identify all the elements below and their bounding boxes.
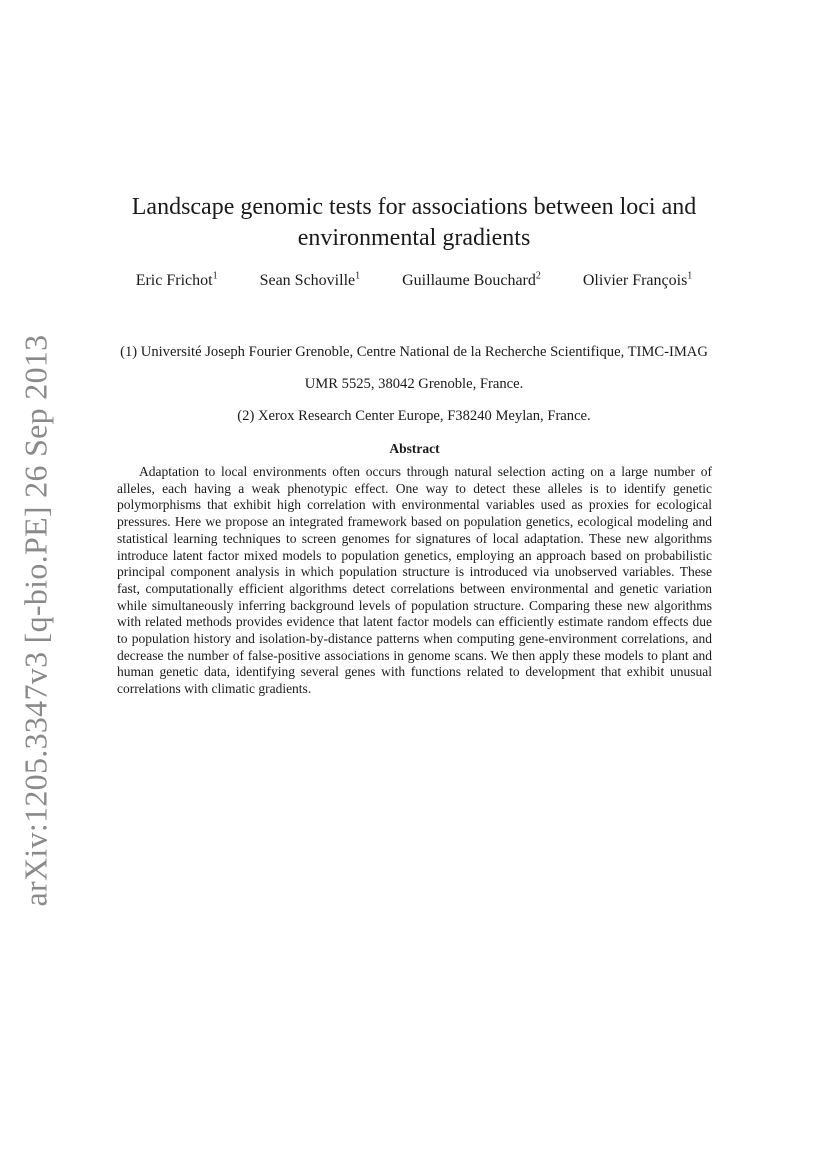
arxiv-identifier-stamp — [12, 334, 60, 906]
affiliation-1-address: UMR 5525, 38042 Grenoble, France. — [304, 376, 524, 392]
paper-title: Landscape genomic tests for associations between loci and environmental gradients — [131, 194, 697, 251]
author — [583, 272, 692, 290]
author-affiliation-mark: 1 — [212, 270, 218, 282]
author — [136, 272, 218, 290]
author-name: Olivier François — [582, 272, 688, 289]
affiliation-2: (2) Xerox Research Center Europe, F38240 Meylan, France. — [237, 408, 591, 424]
author-affiliation-mark: 2 — [535, 270, 541, 282]
author-affiliation-mark: 1 — [355, 270, 361, 282]
author-name: Guillaume Bouchard — [402, 272, 536, 289]
abstract-body: Adaptation to local environments often occurs through natural selection acting on a large number of alleles, each having a weak phenotypic effect. One way to detect these alleles is to identify genetic polymorphisms that exhibit high correlation with environmental variables used as proxies for ecological pressures. Here we propose an integrated framework based on population genetics, ecological modeling and statistical learning techniques to screen genomes for signatures of local adaptation. These new algorithms introduce latent factor mixed models to population genetics, employing an approach based on probabilistic principal component analysis in which population structure is introduced via unobserved variables. These fast, computationally efficient algorithms detect correlations between environmental and genetic variation while simultaneously inferring background levels of population structure. Comparing these new algorithms with related methods provides evidence that latent factor models can efficiently estimate random effects due to population history and isolation-by-distance patterns when computing gene-environment correlations, and decrease the number of false-positive associations in genome scans. We then apply these models to plant and human genetic data, identifying several genes with functions related to development that exhibit unusual correlations with climatic gradients. — [117, 464, 712, 697]
affiliation-1: (1) Université Joseph Fourier Grenoble, Centre National de la Recherche Scientifique, TIMC-IMAG — [120, 344, 708, 360]
abstract-heading: Abstract — [389, 441, 440, 456]
author — [402, 272, 541, 290]
author-name: Eric Frichot — [135, 272, 213, 289]
author-list — [100, 272, 728, 290]
arxiv-stamp-text: arXiv:1205.3347v3 [q-bio.PE] 26 Sep 2013 — [17, 334, 54, 906]
author — [260, 272, 361, 290]
author-affiliation-mark: 1 — [687, 270, 693, 282]
author-name: Sean Schoville — [259, 272, 356, 289]
